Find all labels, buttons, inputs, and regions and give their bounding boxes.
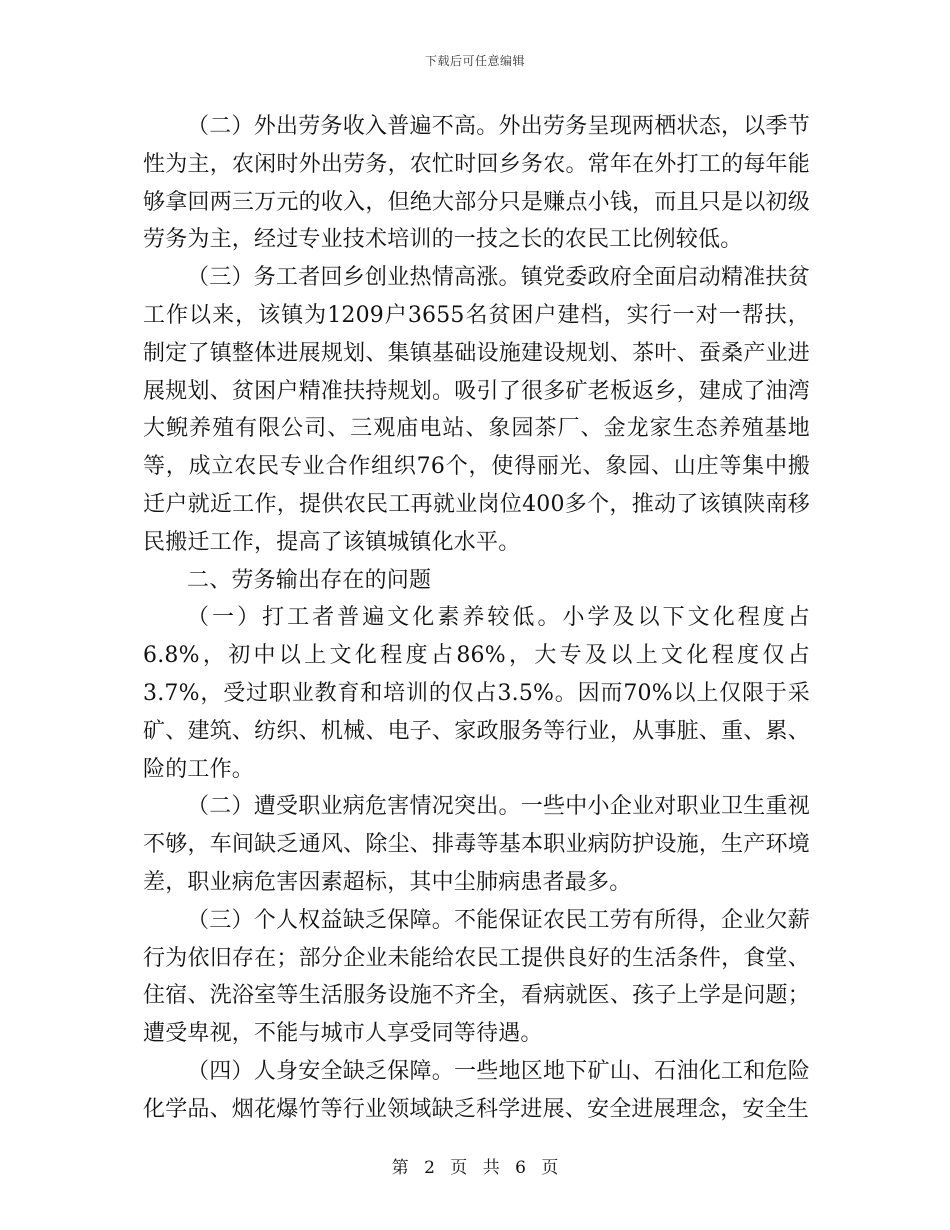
document-body [143,108,810,1129]
footer-total-label: 共 [482,1158,500,1178]
page-footer [0,1153,950,1178]
paragraph-occupational-disease: （二）遭受职业病危害情况突出。一些中小企业对职业卫生重视不够，车间缺乏通风、除尘、排毒等基本职业病防护设施，生产环境差，职业病危害因素超标，其中尘肺病患者最多。 [143,794,810,895]
paragraph-entrepreneurship: （三）务工者回乡创业热情高涨。镇党委政府全面启动精准扶贫工作以来，该镇为1209户3655名贫困户建档，实行一对一帮扶，制定了镇整体进展规划、集镇基础设施建设规划、茶叶、蚕桑产业进展规划、贫困户精准扶持规划。吸引了很多矿老板返乡，建成了油湾大鲵养殖有限公司、三观庙电站、象园茶厂、金龙家生态养殖基地等，成立农民专业合作组织76个，使得丽光、象园、山庄等集中搬迁户就近工作，提供农民工再就业岗位400多个，推动了该镇陕南移民搬迁工作，提高了该镇城镇化水平。 [143,265,810,555]
footer-page-label: 页 [450,1158,468,1178]
footer-total-pages: 6 [515,1158,526,1178]
section-heading-problems: 二、劳务输出存在的问题 [187,567,432,593]
paragraph-rights: （三）个人权益缺乏保障。不能保证农民工劳有所得，企业欠薪行为依旧存在；部分企业未能给农民工提供良好的生活条件，食堂、住宿、洗浴室等生活服务设施不齐全，看病就医、孩子上学是问题；遭受卑视，不能与城市人享受同等待遇。 [143,907,810,1047]
footer-prefix: 第 [391,1158,409,1178]
paragraph-safety: （四）人身安全缺乏保障。一些地区地下矿山、石油化工和危险化学品、烟花爆竹等行业领域缺乏科学进展、安全进展理念，安全生 [143,1058,810,1122]
paragraph-income: （二）外出劳务收入普遍不高。外出劳务呈现两栖状态，以季节性为主，农闲时外出劳务，农忙时回乡务农。常年在外打工的每年能够拿回两三万元的收入，但绝大部分只是赚点小钱，而且只是以初级劳务为主，经过专业技术培训的一技之长的农民工比例较低。 [143,114,810,253]
footer-page-number: 2 [424,1158,435,1178]
footer-suffix: 页 [541,1158,559,1178]
paragraph-education: （一）打工者普遍文化素养较低。小学及以下文化程度占6.8%，初中以上文化程度占86%，大专及以上文化程度仅占3.7%，受过职业教育和培训的仅占3.5%。因而70%以上仅限于采矿、建筑、纺织、机械、电子、家政服务等行业，从事脏、重、累、险的工作。 [143,605,810,782]
page-header: 下载后可任意编辑 [424,54,525,68]
